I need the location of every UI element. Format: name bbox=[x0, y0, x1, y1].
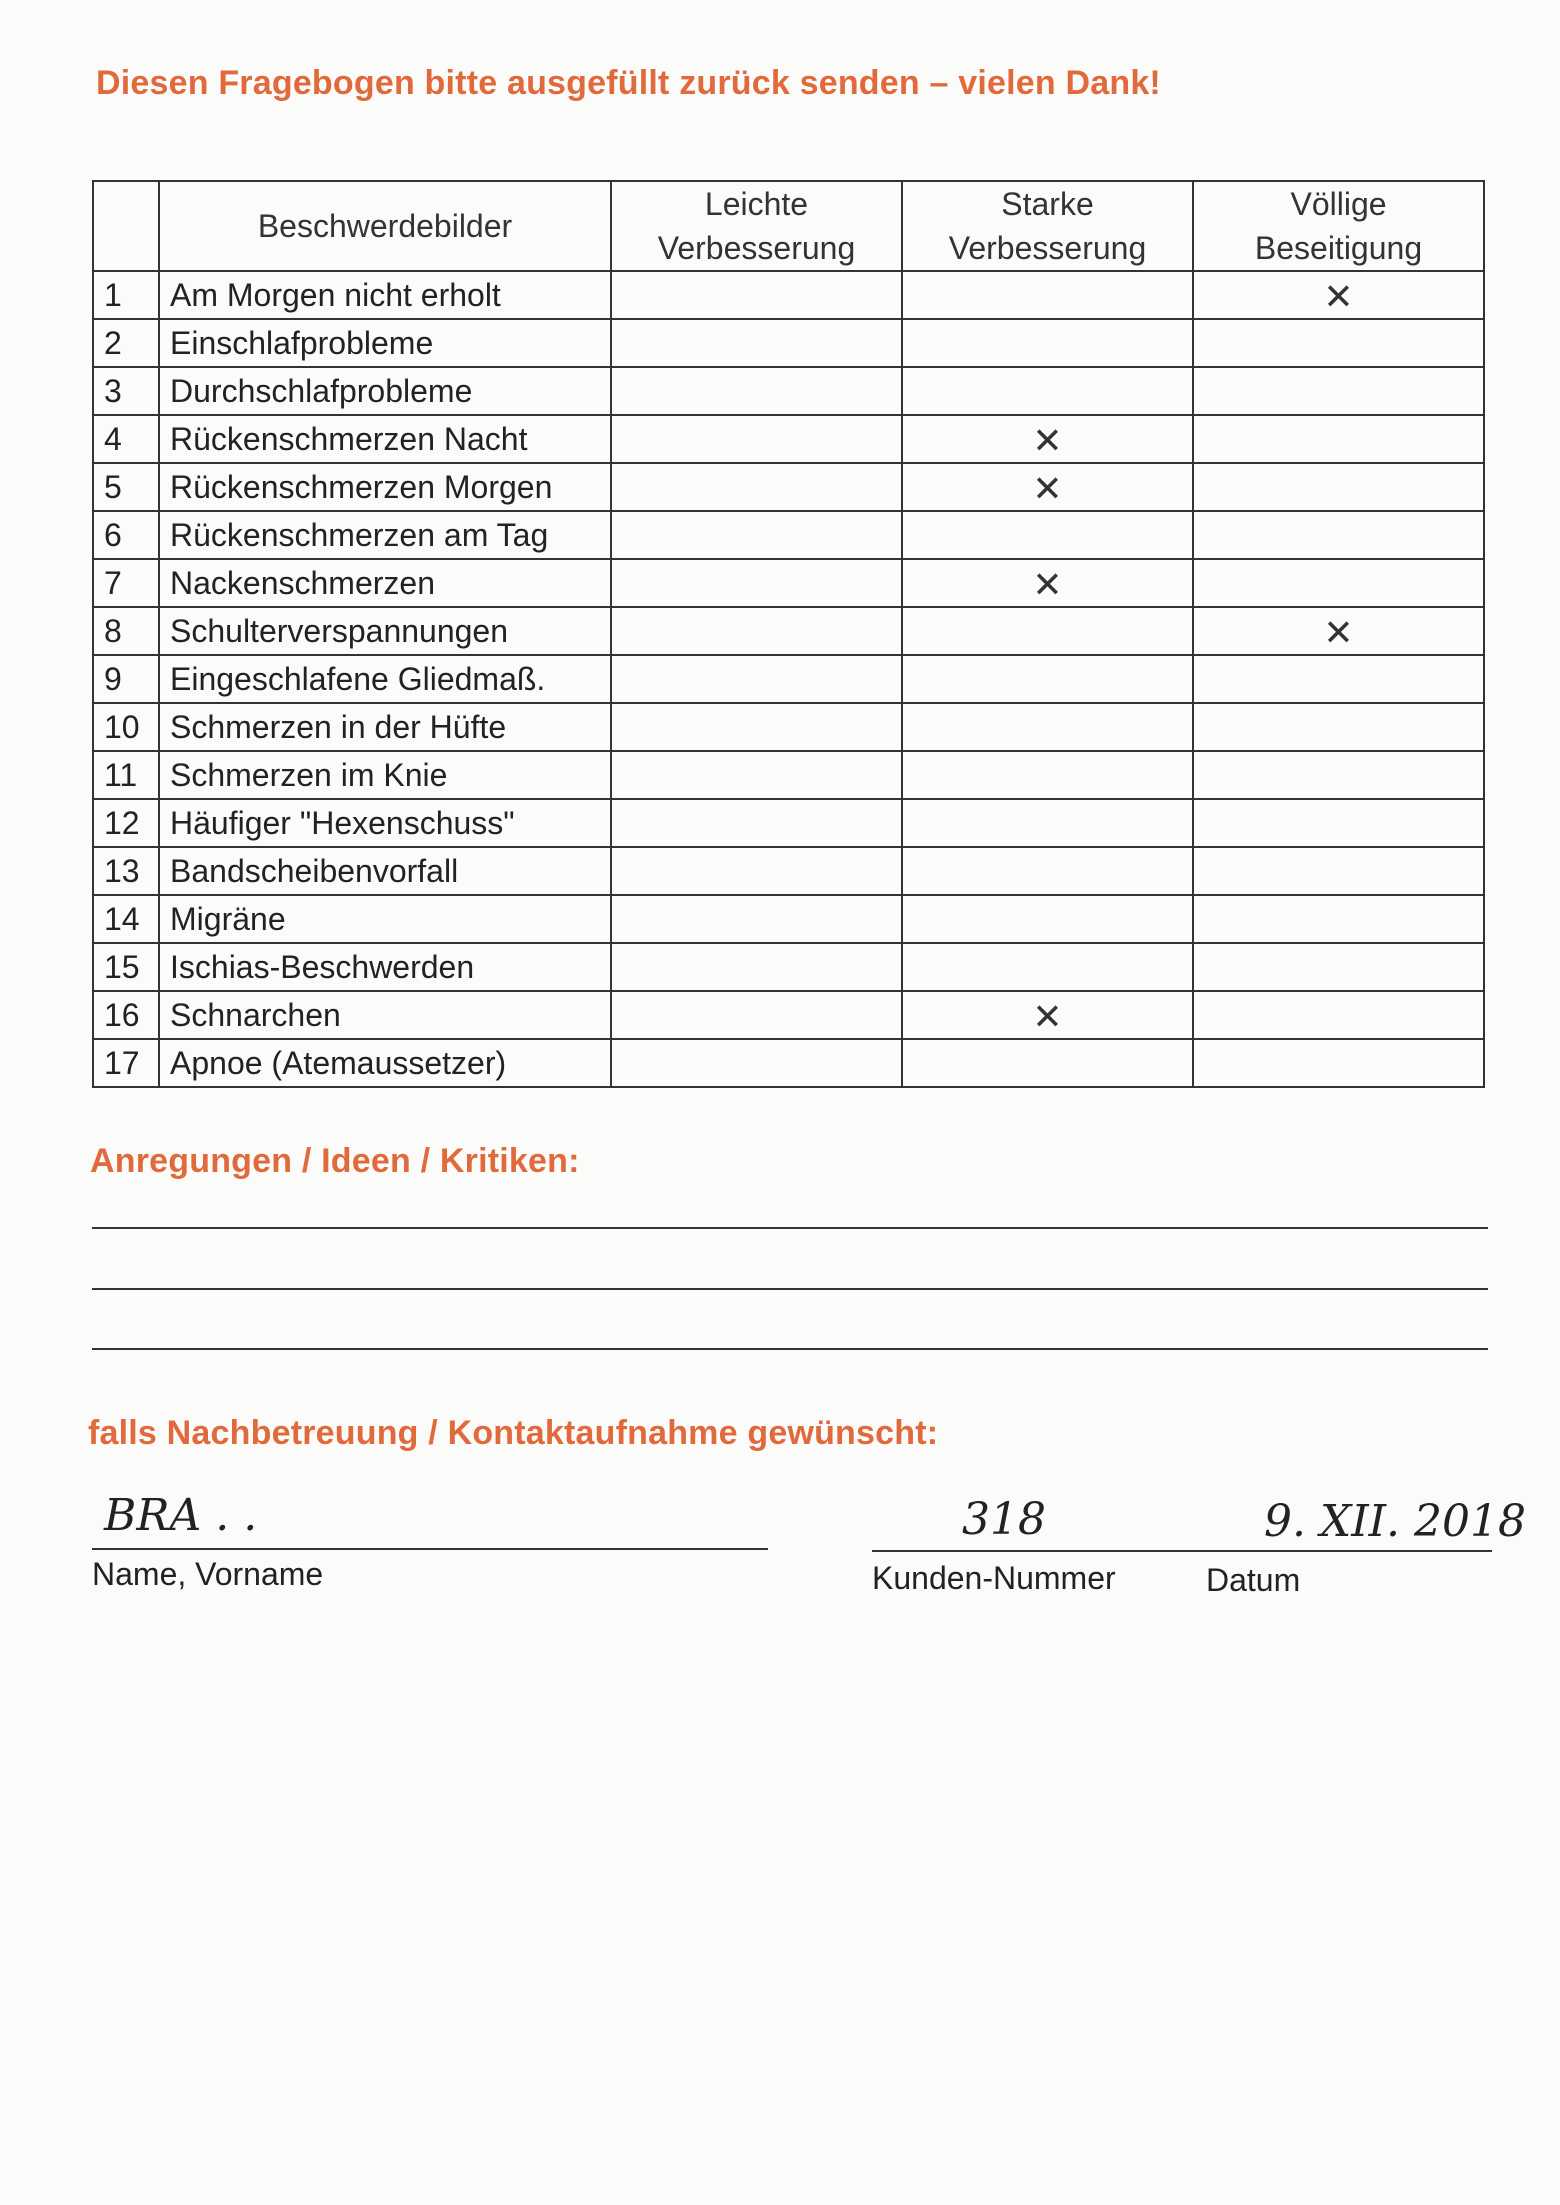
row-number: 1 bbox=[93, 271, 159, 319]
row-number: 2 bbox=[93, 319, 159, 367]
complete-checkbox-cell[interactable] bbox=[1193, 943, 1484, 991]
check-mark-icon: ✕ bbox=[1323, 613, 1354, 654]
table-row bbox=[93, 943, 1484, 991]
strong-checkbox-cell[interactable] bbox=[902, 607, 1193, 655]
row-number: 12 bbox=[93, 799, 159, 847]
customer-date-field[interactable] bbox=[872, 1550, 1492, 1552]
suggestion-line-3[interactable] bbox=[92, 1348, 1488, 1350]
table-row bbox=[93, 463, 1484, 511]
row-number: 11 bbox=[93, 751, 159, 799]
table-row bbox=[93, 751, 1484, 799]
strong-checkbox-cell[interactable] bbox=[902, 895, 1193, 943]
check-mark-icon: ✕ bbox=[1032, 997, 1063, 1038]
name-field[interactable] bbox=[92, 1548, 768, 1550]
strong-checkbox-cell[interactable] bbox=[902, 655, 1193, 703]
check-mark-icon: ✕ bbox=[1032, 421, 1063, 462]
table-row bbox=[93, 367, 1484, 415]
check-mark-icon: ✕ bbox=[1323, 277, 1354, 318]
complete-checkbox-cell[interactable] bbox=[1193, 271, 1484, 319]
light-checkbox-cell[interactable] bbox=[611, 415, 902, 463]
light-checkbox-cell[interactable] bbox=[611, 367, 902, 415]
complaint-label: Schmerzen im Knie bbox=[159, 751, 611, 799]
light-checkbox-cell[interactable] bbox=[611, 655, 902, 703]
name-handwriting: BRA . . bbox=[104, 1490, 258, 1541]
row-number: 9 bbox=[93, 655, 159, 703]
complaint-label: Schmerzen in der Hüfte bbox=[159, 703, 611, 751]
complete-checkbox-cell[interactable] bbox=[1193, 751, 1484, 799]
name-caption: Name, Vorname bbox=[92, 1556, 324, 1592]
row-number: 15 bbox=[93, 943, 159, 991]
customer-number-handwriting: 318 bbox=[962, 1494, 1046, 1545]
light-checkbox-cell[interactable] bbox=[611, 751, 902, 799]
complete-checkbox-cell[interactable] bbox=[1193, 607, 1484, 655]
light-checkbox-cell[interactable] bbox=[611, 271, 902, 319]
table-row bbox=[93, 319, 1484, 367]
light-checkbox-cell[interactable] bbox=[611, 895, 902, 943]
table-row bbox=[93, 271, 1484, 319]
number-column-header bbox=[93, 181, 159, 271]
date-handwriting: 9. XII. 2018 bbox=[1264, 1496, 1527, 1547]
row-number: 16 bbox=[93, 991, 159, 1039]
check-mark-icon: ✕ bbox=[1032, 565, 1063, 606]
complete-elimination-column-header: Völlige Beseitigung bbox=[1193, 181, 1484, 271]
complete-checkbox-cell[interactable] bbox=[1193, 415, 1484, 463]
row-number: 14 bbox=[93, 895, 159, 943]
complaint-label: Eingeschlafene Gliedmaß. bbox=[159, 655, 611, 703]
table-row bbox=[93, 991, 1484, 1039]
complaint-label: Nackenschmerzen bbox=[159, 559, 611, 607]
complete-checkbox-cell[interactable] bbox=[1193, 511, 1484, 559]
check-mark-icon: ✕ bbox=[1032, 469, 1063, 510]
light-checkbox-cell[interactable] bbox=[611, 463, 902, 511]
light-checkbox-cell[interactable] bbox=[611, 703, 902, 751]
row-number: 5 bbox=[93, 463, 159, 511]
complete-checkbox-cell[interactable] bbox=[1193, 367, 1484, 415]
table-row bbox=[93, 895, 1484, 943]
complaint-label: Schulterverspannungen bbox=[159, 607, 611, 655]
complaint-label: Am Morgen nicht erholt bbox=[159, 271, 611, 319]
complaint-label: Apnoe (Atemaussetzer) bbox=[159, 1039, 611, 1087]
light-checkbox-cell[interactable] bbox=[611, 607, 902, 655]
strong-checkbox-cell[interactable] bbox=[902, 847, 1193, 895]
complaints-table bbox=[92, 180, 1485, 1088]
complete-checkbox-cell[interactable] bbox=[1193, 991, 1484, 1039]
table-row bbox=[93, 559, 1484, 607]
complaint-label: Rückenschmerzen Nacht bbox=[159, 415, 611, 463]
complaint-label: Schnarchen bbox=[159, 991, 611, 1039]
complaint-label: Durchschlafprobleme bbox=[159, 367, 611, 415]
strong-checkbox-cell[interactable] bbox=[902, 703, 1193, 751]
strong-checkbox-cell[interactable] bbox=[902, 751, 1193, 799]
strong-checkbox-cell[interactable] bbox=[902, 1039, 1193, 1087]
complaint-label: Häufiger "Hexenschuss" bbox=[159, 799, 611, 847]
strong-checkbox-cell[interactable] bbox=[902, 319, 1193, 367]
complete-checkbox-cell[interactable] bbox=[1193, 703, 1484, 751]
complete-checkbox-cell[interactable] bbox=[1193, 559, 1484, 607]
complaint-label: Rückenschmerzen Morgen bbox=[159, 463, 611, 511]
row-number: 4 bbox=[93, 415, 159, 463]
customer-number-caption: Kunden-Nummer bbox=[872, 1560, 1116, 1596]
light-improvement-column-header: Leichte Verbesserung bbox=[611, 181, 902, 271]
table-row bbox=[93, 703, 1484, 751]
table-row bbox=[93, 415, 1484, 463]
complete-checkbox-cell[interactable] bbox=[1193, 463, 1484, 511]
light-checkbox-cell[interactable] bbox=[611, 1039, 902, 1087]
table-row bbox=[93, 1039, 1484, 1087]
strong-checkbox-cell[interactable] bbox=[902, 463, 1193, 511]
row-number: 17 bbox=[93, 1039, 159, 1087]
row-number: 8 bbox=[93, 607, 159, 655]
complaint-label: Rückenschmerzen am Tag bbox=[159, 511, 611, 559]
row-number: 6 bbox=[93, 511, 159, 559]
complete-checkbox-cell[interactable] bbox=[1193, 655, 1484, 703]
row-number: 3 bbox=[93, 367, 159, 415]
row-number: 10 bbox=[93, 703, 159, 751]
complaint-column-header: Beschwerdebilder bbox=[159, 181, 611, 271]
complete-checkbox-cell[interactable] bbox=[1193, 1039, 1484, 1087]
complete-checkbox-cell[interactable] bbox=[1193, 895, 1484, 943]
complaint-label: Ischias-Beschwerden bbox=[159, 943, 611, 991]
form-title: Diesen Fragebogen bitte ausgefüllt zurück senden – vielen Dank! bbox=[96, 64, 1161, 102]
suggestion-line-2[interactable] bbox=[92, 1288, 1488, 1290]
table-row bbox=[93, 799, 1484, 847]
strong-checkbox-cell[interactable] bbox=[902, 799, 1193, 847]
strong-checkbox-cell[interactable] bbox=[902, 943, 1193, 991]
light-checkbox-cell[interactable] bbox=[611, 943, 902, 991]
complete-checkbox-cell[interactable] bbox=[1193, 319, 1484, 367]
light-checkbox-cell[interactable] bbox=[611, 847, 902, 895]
complaint-label: Bandscheibenvorfall bbox=[159, 847, 611, 895]
strong-improvement-column-header: Starke Verbesserung bbox=[902, 181, 1193, 271]
complaint-label: Einschlafprobleme bbox=[159, 319, 611, 367]
strong-checkbox-cell[interactable] bbox=[902, 991, 1193, 1039]
light-checkbox-cell[interactable] bbox=[611, 991, 902, 1039]
row-number: 13 bbox=[93, 847, 159, 895]
complete-checkbox-cell[interactable] bbox=[1193, 799, 1484, 847]
strong-checkbox-cell[interactable] bbox=[902, 415, 1193, 463]
table-header-row bbox=[93, 181, 1484, 271]
table-row bbox=[93, 655, 1484, 703]
complete-checkbox-cell[interactable] bbox=[1193, 847, 1484, 895]
suggestions-title: Anregungen / Ideen / Kritiken: bbox=[90, 1142, 580, 1180]
complaint-label: Migräne bbox=[159, 895, 611, 943]
strong-checkbox-cell[interactable] bbox=[902, 271, 1193, 319]
row-number: 7 bbox=[93, 559, 159, 607]
strong-checkbox-cell[interactable] bbox=[902, 511, 1193, 559]
followup-title: falls Nachbetreuung / Kontaktaufnahme gewünscht: bbox=[88, 1414, 939, 1452]
light-checkbox-cell[interactable] bbox=[611, 799, 902, 847]
strong-checkbox-cell[interactable] bbox=[902, 559, 1193, 607]
suggestion-line-1[interactable] bbox=[92, 1227, 1488, 1229]
light-checkbox-cell[interactable] bbox=[611, 511, 902, 559]
light-checkbox-cell[interactable] bbox=[611, 559, 902, 607]
table-row bbox=[93, 511, 1484, 559]
date-caption: Datum bbox=[1206, 1562, 1301, 1598]
strong-checkbox-cell[interactable] bbox=[902, 367, 1193, 415]
table-row bbox=[93, 847, 1484, 895]
light-checkbox-cell[interactable] bbox=[611, 319, 902, 367]
table-row bbox=[93, 607, 1484, 655]
